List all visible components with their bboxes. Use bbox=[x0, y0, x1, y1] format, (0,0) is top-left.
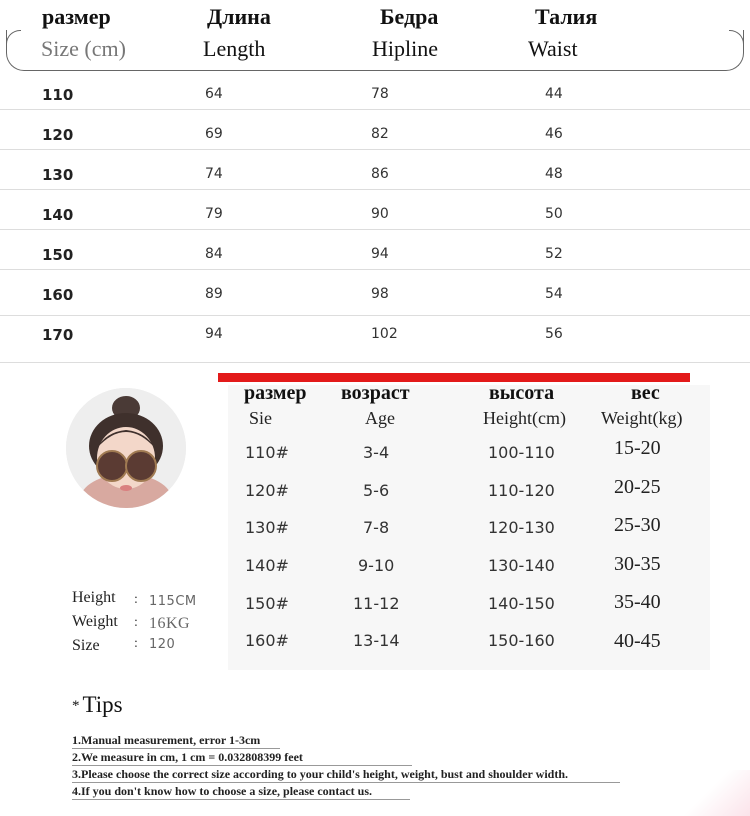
tip-item: 3.Please choose the correct size according to your child's height, weight, bust and shoulder width. bbox=[72, 767, 568, 781]
cell-age: 13-14 bbox=[353, 631, 400, 650]
tip-item: 2.We measure in cm, 1 cm = 0.032808399 feet bbox=[72, 750, 303, 764]
size-table bbox=[0, 0, 750, 365]
cell-waist: 56 bbox=[545, 326, 563, 342]
cell-size: 120 bbox=[42, 126, 74, 144]
cell-height: 140-150 bbox=[488, 594, 555, 613]
cell-waist: 48 bbox=[545, 166, 563, 182]
cell-age: 7-8 bbox=[363, 518, 390, 537]
cell-size: 110# bbox=[245, 443, 289, 462]
cell-height: 130-140 bbox=[488, 556, 555, 575]
header-size-en: Size (cm) bbox=[41, 36, 126, 61]
cell-size: 160# bbox=[245, 631, 289, 650]
header-weight-en: Weight(kg) bbox=[601, 408, 683, 428]
cell-size: 170 bbox=[42, 326, 74, 344]
tips-title-text: Tips bbox=[82, 692, 123, 717]
tip-underline bbox=[72, 765, 412, 766]
tips-title bbox=[72, 692, 123, 718]
tip-underline bbox=[72, 799, 410, 800]
cell-size: 140# bbox=[245, 556, 289, 575]
header-size-en: Sie bbox=[249, 408, 273, 428]
cell-age: 11-12 bbox=[353, 594, 400, 613]
cell-waist: 54 bbox=[545, 286, 563, 302]
tip-item: 4.If you don't know how to choose a size, please contact us. bbox=[72, 784, 373, 798]
row-divider bbox=[0, 362, 750, 363]
height-label: Height bbox=[72, 589, 116, 606]
cell-hip: 82 bbox=[371, 126, 389, 142]
cell-waist: 50 bbox=[545, 206, 563, 222]
size-colon: : bbox=[134, 636, 138, 651]
cell-size: 130# bbox=[245, 518, 289, 537]
row-divider bbox=[0, 229, 750, 230]
cell-weight: 15-20 bbox=[614, 437, 661, 459]
header-waist-ru: Талия bbox=[535, 4, 598, 29]
child-photo-icon bbox=[66, 388, 186, 508]
cell-size: 140 bbox=[42, 206, 74, 224]
table-row bbox=[0, 156, 750, 196]
cell-weight: 30-35 bbox=[614, 553, 661, 575]
size-value: 120 bbox=[149, 637, 176, 652]
row-divider bbox=[0, 189, 750, 190]
header-size-ru: размер bbox=[42, 4, 111, 29]
table-row bbox=[0, 76, 750, 116]
cell-waist: 44 bbox=[545, 86, 563, 102]
cell-weight: 40-45 bbox=[614, 630, 661, 652]
table-row bbox=[0, 196, 750, 236]
cell-hip: 94 bbox=[371, 246, 389, 262]
cell-length: 69 bbox=[205, 126, 223, 142]
header-height-ru: высота bbox=[489, 382, 555, 404]
header-weight-ru: вес bbox=[631, 382, 660, 404]
tips-star: * bbox=[72, 698, 80, 715]
cell-size: 120# bbox=[245, 481, 289, 500]
cell-length: 74 bbox=[205, 166, 223, 182]
cell-hip: 86 bbox=[371, 166, 389, 182]
cell-length: 89 bbox=[205, 286, 223, 302]
tip-item: 1.Manual measurement, error 1-3cm bbox=[72, 733, 261, 747]
cell-height: 110-120 bbox=[488, 481, 555, 500]
cell-size: 160 bbox=[42, 286, 74, 304]
cell-hip: 102 bbox=[371, 326, 398, 342]
header-hip-en: Hipline bbox=[372, 36, 438, 61]
header-length-ru: Длина bbox=[207, 4, 271, 29]
cell-age: 5-6 bbox=[363, 481, 390, 500]
height-colon: : bbox=[134, 592, 138, 607]
header-waist-en: Waist bbox=[528, 36, 578, 61]
cell-length: 84 bbox=[205, 246, 223, 262]
table-row bbox=[0, 316, 750, 356]
cell-weight: 35-40 bbox=[614, 591, 661, 613]
cell-size: 150# bbox=[245, 594, 289, 613]
cell-hip: 90 bbox=[371, 206, 389, 222]
cell-age: 3-4 bbox=[363, 443, 390, 462]
header-age-en: Age bbox=[365, 408, 395, 428]
header-size-ru: размер bbox=[244, 382, 307, 404]
accent-bar bbox=[218, 373, 690, 382]
weight-colon: : bbox=[134, 615, 138, 630]
cell-waist: 46 bbox=[545, 126, 563, 142]
header-hip-ru: Бедра bbox=[380, 4, 439, 29]
cell-size: 110 bbox=[42, 86, 74, 104]
row-divider bbox=[0, 269, 750, 270]
header-height-en: Height(cm) bbox=[483, 408, 566, 428]
cell-hip: 98 bbox=[371, 286, 389, 302]
cell-weight: 25-30 bbox=[614, 514, 661, 536]
table-row bbox=[0, 116, 750, 156]
table-row bbox=[0, 236, 750, 276]
tip-underline bbox=[72, 748, 280, 749]
weight-label: Weight bbox=[72, 613, 118, 630]
table-row bbox=[0, 276, 750, 316]
cell-hip: 78 bbox=[371, 86, 389, 102]
cell-size: 130 bbox=[42, 166, 74, 184]
row-divider bbox=[0, 109, 750, 110]
corner-decoration bbox=[684, 770, 750, 816]
cell-waist: 52 bbox=[545, 246, 563, 262]
cell-length: 64 bbox=[205, 86, 223, 102]
header-age-ru: возраст bbox=[341, 382, 410, 404]
cell-length: 79 bbox=[205, 206, 223, 222]
height-value: 115CM bbox=[149, 594, 197, 609]
size-label: Size bbox=[72, 637, 100, 654]
cell-height: 120-130 bbox=[488, 518, 555, 537]
avatar bbox=[66, 388, 186, 508]
cell-height: 100-110 bbox=[488, 443, 555, 462]
cell-age: 9-10 bbox=[358, 556, 395, 575]
tip-underline bbox=[72, 782, 620, 783]
cell-height: 150-160 bbox=[488, 631, 555, 650]
row-divider bbox=[0, 149, 750, 150]
header-length-en: Length bbox=[203, 36, 266, 61]
cell-size: 150 bbox=[42, 246, 74, 264]
weight-value: 16KG bbox=[149, 615, 191, 632]
cell-length: 94 bbox=[205, 326, 223, 342]
cell-weight: 20-25 bbox=[614, 476, 661, 498]
